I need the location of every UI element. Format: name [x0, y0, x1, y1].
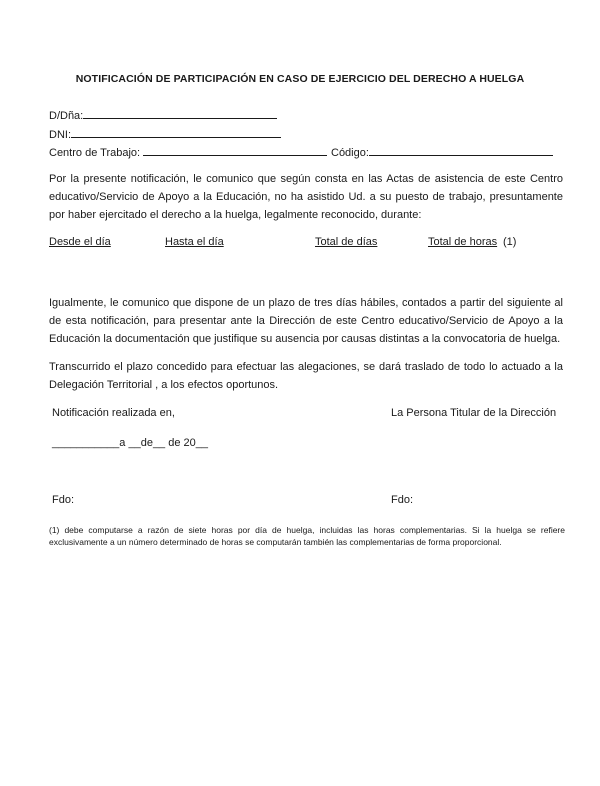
workplace-label: Centro de Trabajo:: [49, 147, 141, 159]
footnote: (1) debe computarse a razón de siete horas por día de huelga, incluidas las horas complementarias. Si la huelga se refiere exclusivamente a un número determinado de horas se computarán también las complementarias de forma proporcional.: [49, 525, 565, 547]
paragraph-transfer: Transcurrido el plazo concedido para efectuar las alegaciones, se dará traslado de todo lo actuado a la Delegación Territorial , a los efectos oportunos.: [49, 361, 563, 391]
paragraph-absence: Por la presente notificación, le comunico que según consta en las Actas de asistencia de este Centro educativo/Servicio de Apoyo a la Educación, no ha asistido Ud. a su puesto de trabajo, presuntamente por haber ejercitado el derecho a la huelga, legalmente reconocido, durante:: [49, 173, 563, 221]
signed-left: Fdo:: [52, 494, 75, 506]
header-total-days: Total de días: [315, 236, 378, 248]
director-title: La Persona Titular de la Dirección: [391, 407, 557, 419]
dni-blank-line: [71, 127, 281, 138]
dni-field: [49, 127, 281, 141]
header-total-hours: Total de horas: [428, 236, 498, 248]
name-blank-line: [83, 108, 277, 119]
header-from-day: Desde el día: [49, 236, 111, 248]
code-label: Código:: [331, 147, 369, 159]
workplace-blank-line: [143, 145, 327, 156]
header-note-ref: (1): [503, 236, 517, 248]
code-field: [331, 145, 553, 159]
paragraph-deadline: Igualmente, le comunico que dispone de un plazo de tres días hábiles, contados a partir del siguiente al de esta notificación, para presentar ante la Dirección de este Centro educativo/Servicio de Apoyo a la Educación la documentación que justifique su ausencia por causas distintas a la convocatoria de huelga.: [49, 297, 563, 345]
header-to-day: Hasta el día: [165, 236, 224, 248]
signed-right: Fdo:: [391, 494, 414, 506]
workplace-field: [49, 145, 327, 159]
name-field: [49, 108, 277, 122]
document-title: NOTIFICACIÓN DE PARTICIPACIÓN EN CASO DE EJERCICIO DEL DERECHO A HUELGA: [75, 73, 525, 85]
name-label: D/Dña:: [49, 110, 84, 122]
date-line: ___________a __de__ de 20__: [52, 437, 208, 449]
dni-label: DNI:: [49, 129, 71, 141]
notification-made-in: Notificación realizada en,: [52, 407, 175, 419]
code-blank-line: [369, 145, 553, 156]
